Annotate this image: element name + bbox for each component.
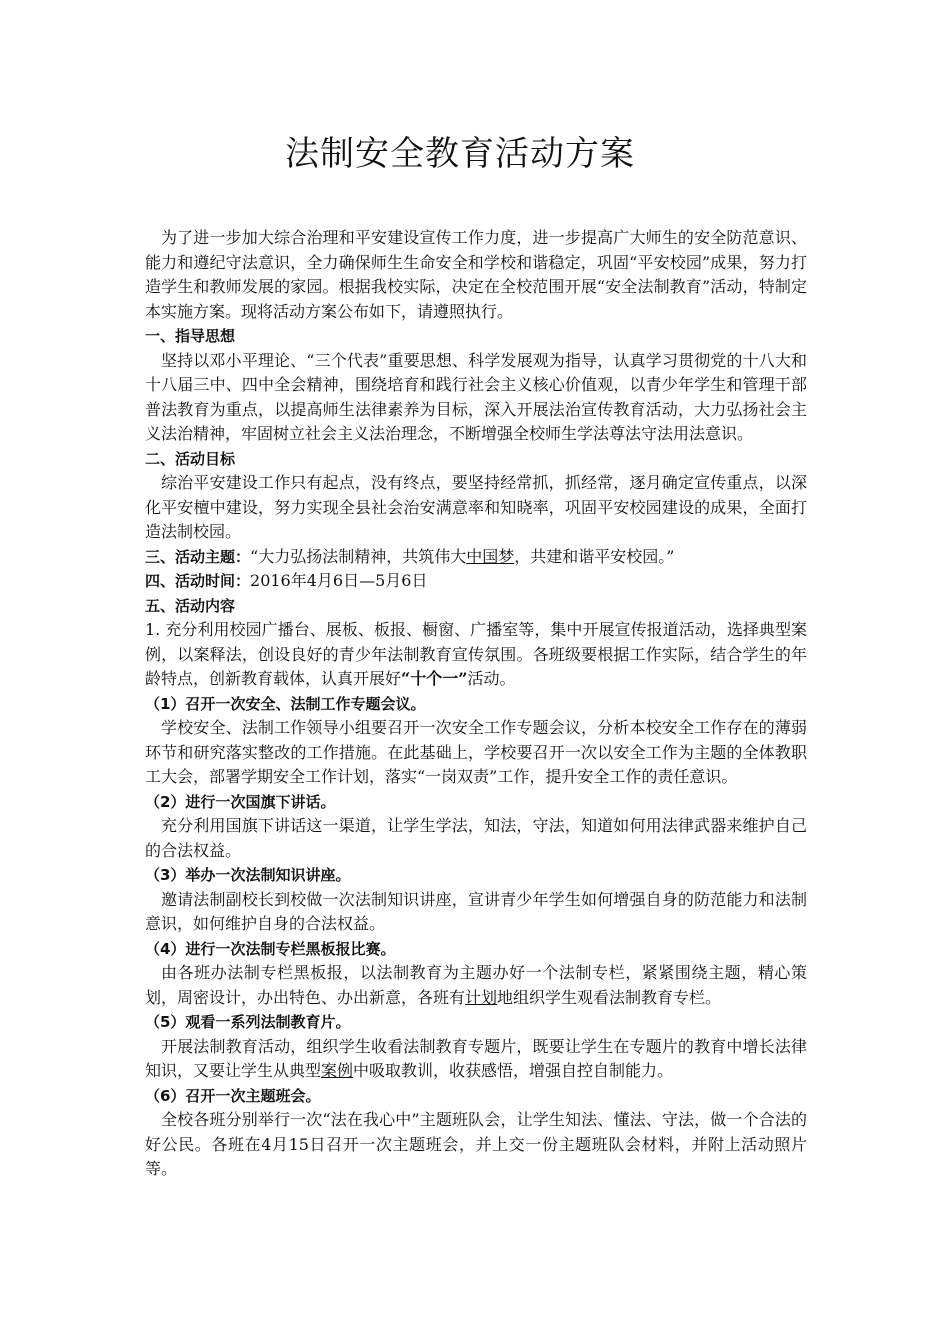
- theme-text-a: “大力弘扬法制精神，共筑伟大: [250, 546, 467, 566]
- content-item-1-bold: “十个一”: [401, 669, 468, 688]
- time-value: 2016年4月6日—5月6日: [250, 571, 428, 590]
- sub-heading-4: （4）进行一次法制专栏黑板报比赛。: [145, 939, 396, 958]
- sub-paragraph-2: 充分利用国旗下讲话这一渠道，让学生学法，知法，守法，知道如何用法律武器来维护自己的合法权益。: [145, 816, 807, 860]
- sub-heading-6: （6）召开一次主题班会。: [145, 1086, 321, 1105]
- content-item-1: [145, 618, 807, 692]
- intro-paragraph: 为了进一步加大综合治理和平安建设宣传工作力度，进一步提高广大师生的安全防范意识、能力和遵纪守法意识，全力确保师生生命安全和学校和谐稳定，巩固“平安校园”成果，努力打造学生和教师发展的家园。根据我校实际，决定在全校范围开展“安全法制教育”活动，特制定本实施方案。现将活动方案公布如下，请遵照执行。: [145, 228, 807, 321]
- sub-paragraph-4-text-a: 由各班办法制专栏黑板报，以法制教育为主题办好一个法制专栏，紧紧围绕主题，精心策划，周密设计，办出特色、办出新意，各班有: [145, 963, 807, 1007]
- section-time: [145, 569, 807, 594]
- sub-paragraph-5-text-b: 中吸取教训，收获感悟，增强自控自制能力。: [353, 1061, 674, 1080]
- content-item-1-text-b: 活动。: [467, 669, 516, 688]
- sub-paragraph-1: 学校安全、法制工作领导小组要召开一次安全工作专题会议，分析本校安全工作存在的薄弱环节和研究落实整改的工作措施。在此基础上，学校要召开一次以安全工作为主题的全体教职工大会，部署学期安全工作计划，落实“一岗双责”工作，提升安全工作的责任意识。: [145, 718, 807, 786]
- guiding-thought-paragraph: 坚持以邓小平理论、“三个代表”重要思想、科学发展观为指导，认真学习贯彻党的十八大和十八届三中、四中全会精神，围绕培育和践行社会主义核心价值观，以青少年学生和管理干部普法教育为重点，以提高师生法律素养为目标，深入开展法治宣传教育活动，大力弘扬社会主义法治精神，牢固树立社会主义法治理念，不断增强全校师生学法尊法守法用法意识。: [145, 350, 807, 443]
- plan-link[interactable]: 计划: [465, 987, 498, 1007]
- sub-paragraph-6: 全校各班分别举行一次“法在我心中”主题班队会，让学生知法、懂法、守法，做一个合法的好公民。各班在4月15日召开一次主题班会，并上交一份主题班队会材料，并附上活动照片等。: [145, 1110, 807, 1178]
- sub-heading-2: （2）进行一次国旗下讲话。: [145, 792, 336, 811]
- document-title: 法制安全教育活动方案: [285, 134, 635, 174]
- content-item-1-text-a: 1. 充分利用校园广播台、展板、板报、橱窗、广播室等，集中开展宣传报道活动，选择典型案例，以案释法，创设良好的青少年法制教育宣传氛围。各班级要根据工作实际，结合学生的年龄特点，创新教育载体，认真开展好: [145, 620, 807, 688]
- time-label: 四、活动时间：: [145, 572, 251, 590]
- sub-paragraph-5: [145, 1035, 807, 1084]
- section-heading-content: 五、活动内容: [145, 596, 236, 615]
- theme-label: 三、活动主题：: [145, 547, 251, 566]
- section-theme: [145, 545, 807, 570]
- section-heading-guiding-thought: 一、指导思想: [145, 327, 236, 345]
- sub-paragraph-4-text-b: 地组织学生观看法制教育专栏。: [497, 987, 722, 1007]
- sub-heading-5: （5）观看一系列法制教育片。: [145, 1013, 351, 1031]
- document-body: [145, 226, 807, 1182]
- sub-paragraph-3: 邀请法制副校长到校做一次法制知识讲座，宣讲青少年学生如何增强自身的防范能力和法制意识，如何维护自身的合法权益。: [145, 889, 807, 933]
- theme-text-b: ，共建和谐平安校园。”: [514, 546, 675, 566]
- sub-paragraph-5-text-a: 开展法制教育活动，组织学生收看法制教育专题片，既要让学生在专题片的教育中增长法律知识，又要让学生从典型: [145, 1036, 807, 1080]
- sub-heading-3: （3）举办一次法制知识讲座。: [145, 866, 351, 884]
- sub-paragraph-4: [145, 961, 807, 1010]
- sub-heading-1: （1）召开一次安全、法制工作专题会议。: [145, 694, 426, 713]
- theme-link-chinese-dream[interactable]: 中国梦: [466, 546, 515, 566]
- case-link[interactable]: 案例: [321, 1061, 354, 1080]
- section-heading-goal: 二、活动目标: [145, 449, 236, 468]
- goal-paragraph: 综治平安建设工作只有起点，没有终点，要坚持经常抓，抓经常，逐月确定宣传重点，以深化平安檀中建设，努力实现全县社会治安满意率和知晓率，巩固平安校园建设的成果，全面打造法制校园。: [145, 473, 807, 541]
